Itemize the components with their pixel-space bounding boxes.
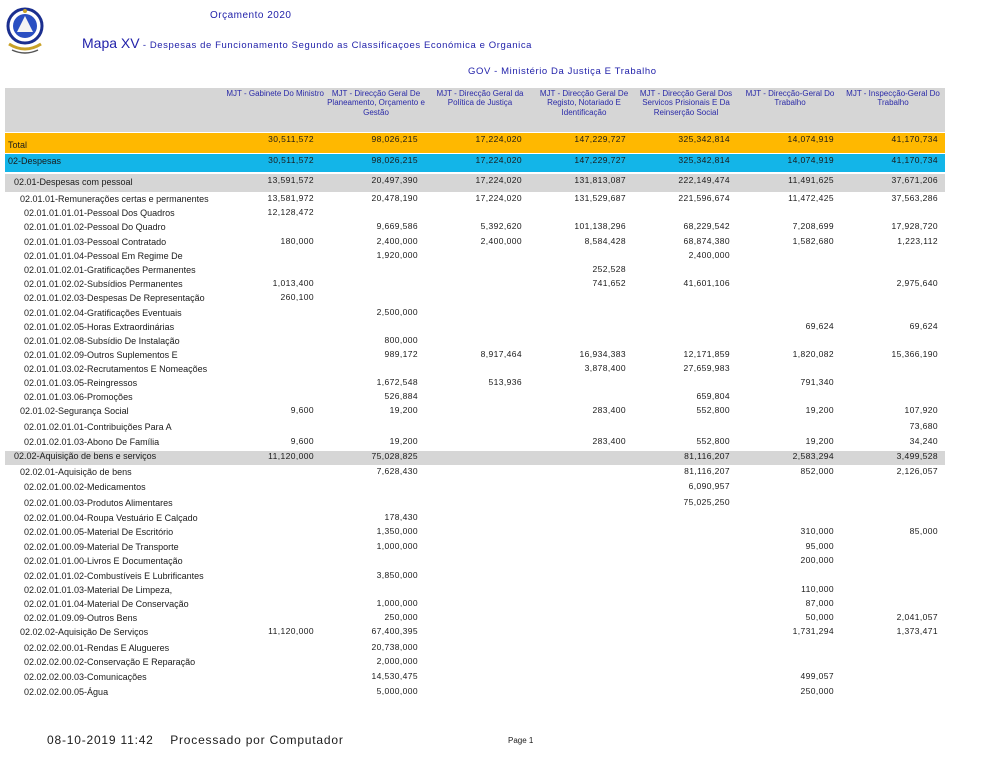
row-value: 7,628,430 [376,466,418,476]
table-row [0,377,945,391]
row-value: 526,884 [384,391,418,401]
column-header: MJT - Direcção Geral De Planeamento, Orçamento e Gestão [327,89,425,117]
row-value: 131,813,087 [574,175,626,185]
row-value: 69,624 [909,321,938,331]
row-value: 107,920 [904,405,938,415]
row-label: 02-Despesas [8,156,62,166]
row-value: 2,400,000 [688,250,730,260]
column-header: MJT - Direcção-Geral Do Trabalho [745,89,835,108]
row-label: 02.01.01.02.02-Subsídios Permanentes [24,279,183,289]
table-row [0,321,945,335]
row-value: 41,601,106 [683,278,730,288]
table-row [0,335,945,349]
row-value: 20,497,390 [371,175,418,185]
row-value: 13,581,972 [267,193,314,203]
table-row [0,133,945,153]
row-label: 02.01.01.02.08-Subsídio De Instalação [24,336,180,346]
row-value: 260,100 [280,292,314,302]
table-row [0,686,945,700]
row-label: 02.01.02.01.03-Abono De Família [24,437,160,447]
row-value: 2,500,000 [376,307,418,317]
row-value: 98,026,215 [371,134,418,144]
row-value: 1,373,471 [896,626,938,636]
table-row [0,207,945,221]
row-value: 19,200 [389,436,418,446]
map-subtitle: - Despesas de Funcionamento Segundo as Classificaçoes Económica e Organica [139,40,533,51]
row-value: 552,800 [696,405,730,415]
row-value: 3,850,000 [376,570,418,580]
row-label: 02.01.01.02.09-Outros Suplementos E [24,350,178,360]
row-value: 852,000 [800,466,834,476]
row-label: 02.02.02.00.02-Conservação E Reparação [24,657,196,667]
table-row [0,555,945,569]
row-value: 98,026,215 [371,155,418,165]
row-value: 19,200 [805,405,834,415]
row-value: 250,000 [384,612,418,622]
row-value: 552,800 [696,436,730,446]
row-label: 02.01.02-Segurança Social [20,406,129,416]
coat-of-arms-icon [4,4,46,56]
row-value: 200,000 [800,555,834,565]
row-label: 02.02.02.00.01-Rendas E Alugueres [24,643,170,653]
row-label: 02.01.02.01.01-Contribuições Para A [24,422,172,432]
row-value: 16,934,383 [579,349,626,359]
row-label: 02.01.01.02.03-Despesas De Representação [24,293,205,303]
row-value: 989,172 [384,349,418,359]
row-value: 2,583,294 [792,451,834,461]
row-label: 02.01.01.02.05-Horas Extraordinárias [24,322,175,332]
table-row [0,671,945,685]
table-row [0,174,945,192]
table-row [0,497,945,511]
row-value: 9,600 [290,436,314,446]
table-row [0,541,945,555]
row-value: 3,499,528 [896,451,938,461]
row-value: 800,000 [384,335,418,345]
row-label: 02.01.01.02.04-Gratificações Eventuais [24,308,182,318]
table-row [0,584,945,598]
row-value: 2,400,000 [480,236,522,246]
row-label: 02.01.01.03.05-Reingressos [24,378,138,388]
row-value: 14,530,475 [371,671,418,681]
row-value: 14,074,919 [787,134,834,144]
row-label: 02.02.01.00.04-Roupa Vestuário E Calçado [24,513,198,523]
row-value: 741,652 [592,278,626,288]
column-header: MJT - Direcção Geral Dos Servicos Prisionais E Da Reinserção Social [639,89,733,117]
row-value: 20,738,000 [371,642,418,652]
row-value: 1,672,548 [376,377,418,387]
row-value: 68,229,542 [683,221,730,231]
column-header: MJT - Direcção Geral da Política de Justiça [436,89,524,108]
row-value: 178,430 [384,512,418,522]
row-value: 81,116,207 [684,466,730,476]
table-row [0,264,945,278]
row-value: 95,000 [805,541,834,551]
row-value: 101,138,296 [574,221,626,231]
row-label: 02.02.01.00.05-Material De Escritório [24,527,174,537]
row-value: 30,511,572 [268,134,314,144]
table-row [0,278,945,292]
row-value: 2,400,000 [376,236,418,246]
row-value: 41,170,734 [891,155,938,165]
row-value: 283,400 [592,405,626,415]
row-label: 02.02-Aquisição de bens e serviços [14,451,157,461]
row-value: 222,149,474 [678,175,730,185]
table-row [0,405,945,419]
row-value: 1,820,082 [792,349,834,359]
row-value: 19,200 [805,436,834,446]
table-row [0,221,945,235]
row-value: 8,584,428 [584,236,626,246]
row-value: 6,090,957 [688,481,730,491]
row-value: 37,671,206 [891,175,938,185]
page-title [82,35,532,53]
column-header: MJT - Direcção Geral De Registo, Notariado E Identificação [539,89,629,117]
row-value: 252,528 [592,264,626,274]
row-value: 499,057 [800,671,834,681]
table-row [0,154,945,172]
row-value: 1,223,112 [897,236,938,246]
row-value: 1,350,000 [376,526,418,536]
row-value: 12,128,472 [267,207,314,217]
row-label: 02.01.01.02.01-Gratificações Permanentes [24,265,196,275]
row-value: 34,240 [909,436,938,446]
row-value: 85,000 [909,526,938,536]
ministry-label: GOV - Ministério Da Justiça E Trabalho [468,66,657,77]
row-value: 221,596,674 [678,193,730,203]
table-row [0,466,945,480]
row-label: 02.01.01.03.06-Promoções [24,392,133,402]
row-label: 02.02.01.01.03-Material De Limpeza, [24,585,173,595]
table-row [0,642,945,656]
row-value: 7,208,699 [792,221,834,231]
footer-processed [47,733,344,747]
table-row [0,451,945,465]
table-row [0,626,945,640]
row-value: 1,920,000 [376,250,418,260]
row-value: 20,478,190 [371,193,418,203]
row-value: 5,000,000 [376,686,418,696]
table-row [0,250,945,264]
row-value: 2,041,057 [896,612,938,622]
table-row [0,656,945,670]
table-row [0,421,945,435]
row-value: 17,224,020 [475,155,522,165]
table-row [0,193,945,207]
table-row [0,236,945,250]
row-value: 9,669,586 [376,221,418,231]
row-value: 19,200 [389,405,418,415]
row-label: 02.01-Despesas com pessoal [14,177,133,187]
row-label: 02.01.01.01.04-Pessoal Em Regime De [24,251,183,261]
row-value: 791,340 [800,377,834,387]
row-value: 147,229,727 [574,134,626,144]
row-value: 81,116,207 [684,451,730,461]
table-row [0,292,945,306]
budget-year: Orçamento 2020 [210,10,292,21]
row-value: 37,563,286 [891,193,938,203]
row-value: 11,120,000 [268,626,314,636]
row-label: 02.01.01.01.01-Pessoal Dos Quadros [24,208,175,218]
table-row [0,436,945,450]
row-value: 659,804 [696,391,730,401]
row-label: 02.01.01-Remunerações certas e permanentes [20,194,209,204]
row-label: 02.02.01.01.04-Material De Conservação [24,599,189,609]
row-value: 2,126,057 [896,466,938,476]
row-value: 17,224,020 [475,175,522,185]
table-row [0,512,945,526]
row-value: 147,229,727 [574,155,626,165]
row-value: 73,680 [909,421,938,431]
table-row [0,363,945,377]
row-value: 310,000 [800,526,834,536]
row-label: 02.01.01.03.02-Recrutamentos E Nomeações [24,364,208,374]
row-value: 27,659,983 [683,363,730,373]
row-value: 15,366,190 [891,349,938,359]
row-value: 87,000 [805,598,834,608]
row-value: 180,000 [280,236,314,246]
row-value: 12,171,859 [683,349,730,359]
row-label: 02.01.01.01.03-Pessoal Contratado [24,237,167,247]
table-row [0,349,945,363]
row-value: 9,600 [290,405,314,415]
row-label: 02.02.01-Aquisição de bens [20,467,132,477]
table-row [0,612,945,626]
row-value: 1,013,400 [272,278,314,288]
row-value: 8,917,464 [480,349,522,359]
row-value: 3,878,400 [584,363,626,373]
row-value: 283,400 [592,436,626,446]
row-value: 69,624 [805,321,834,331]
row-value: 17,224,020 [475,134,522,144]
table-row [0,526,945,540]
row-label: 02.02.02.00.05-Água [24,687,109,697]
table-row [0,598,945,612]
row-value: 2,975,640 [896,278,938,288]
row-label: 02.02.01.00.02-Medicamentos [24,482,146,492]
row-value: 17,224,020 [475,193,522,203]
row-value: 50,000 [805,612,834,622]
row-value: 1,731,294 [792,626,834,636]
row-value: 110,000 [801,584,834,594]
row-label: 02.02.02-Aquisição De Serviços [20,627,149,637]
row-label: 02.02.01.01.00-Livros E Documentação [24,556,183,566]
row-value: 17,928,720 [891,221,938,231]
row-label: 02.01.01.01.02-Pessoal Do Quadro [24,222,166,232]
page-number: Page 1 [508,736,534,745]
row-value: 30,511,572 [268,155,314,165]
row-value: 11,472,425 [788,193,834,203]
row-value: 513,936 [488,377,522,387]
row-label: 02.02.01.00.03-Produtos Alimentares [24,498,173,508]
row-value: 1,000,000 [376,598,418,608]
row-value: 5,392,620 [480,221,522,231]
row-value: 11,120,000 [268,451,314,461]
row-value: 75,028,825 [371,451,418,461]
table-row [0,391,945,405]
table-row [0,481,945,495]
row-value: 250,000 [800,686,834,696]
row-value: 75,025,250 [683,497,730,507]
row-value: 325,342,814 [678,134,730,144]
row-label: 02.02.01.01.02-Combustíveis E Lubrificantes [24,571,204,581]
column-header: MJT - Gabinete Do Ministro [226,89,324,98]
row-value: 41,170,734 [891,134,938,144]
row-label: Total [8,140,28,150]
row-value: 68,874,380 [683,236,730,246]
row-value: 1,000,000 [376,541,418,551]
row-value: 325,342,814 [678,155,730,165]
row-value: 13,591,572 [267,175,314,185]
column-header: MJT - Inspecção-Geral Do Trabalho [846,89,940,108]
row-value: 2,000,000 [376,656,418,666]
row-value: 67,400,395 [371,626,418,636]
row-value: 11,491,625 [788,175,834,185]
row-value: 131,529,687 [574,193,626,203]
row-label: 02.02.02.00.03-Comunicações [24,672,147,682]
row-label: 02.02.01.00.09-Material De Transporte [24,542,179,552]
row-value: 14,074,919 [787,155,834,165]
footer-processed-label: Processado por Computador [170,733,344,747]
row-value: 1,582,680 [792,236,834,246]
table-row [0,570,945,584]
map-title: Mapa XV [82,35,140,51]
row-label: 02.02.01.09.09-Outros Bens [24,613,138,623]
footer-date: 08-10-2019 11:42 [47,733,154,747]
table-row [0,307,945,321]
